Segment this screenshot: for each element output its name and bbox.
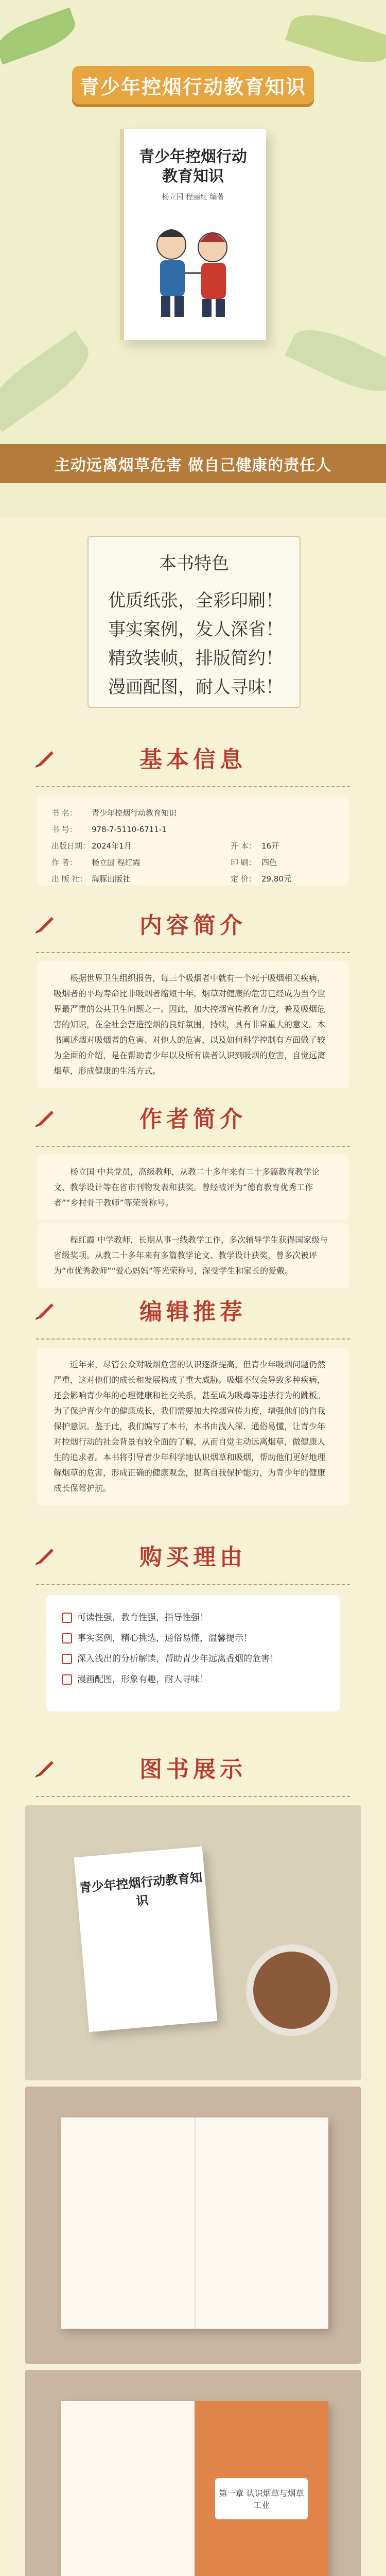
section-title: 编辑推荐 [139, 1299, 247, 1325]
buy-reason [62, 1649, 324, 1669]
editor-section [0, 1281, 386, 1526]
author-bio-2: 程红霞 中学教师，长期从事一线教学工作，多次辅导学生获得国家级与省级奖项。从教二十多年来有多篇教学论文、教学设计获奖，曾多次被评为“市优秀教师”“爱心妈妈”等光荣称号，深受学生和家长的爱戴。 [37, 1223, 349, 1288]
info-row [51, 805, 335, 821]
info-key: 出 版 社： [51, 874, 87, 884]
basic-info-section [0, 728, 386, 894]
info-row [51, 854, 335, 871]
info-key: 开 本： [231, 841, 256, 851]
checkbox-icon [62, 1674, 72, 1685]
section-header [0, 728, 386, 786]
gallery-image [25, 1805, 361, 2080]
info-value: 杨立国 程红霞 [92, 858, 141, 867]
authors-section [0, 1088, 386, 1281]
pencil-icon [32, 1544, 57, 1568]
pencil-icon [32, 1106, 57, 1130]
leaf-decoration [0, 330, 99, 432]
summary-section [0, 894, 386, 1088]
author-bio-1: 杨立国 中共党员，高级教师，从教二十多年来有二十多篇教育教学论文、教学设计等在省市刊物发表和获奖。曾经被评为“德育教育优秀工作者”“乡村骨干教师”等荣誉称号。 [37, 1155, 349, 1220]
divider [36, 1796, 350, 1798]
buy-reason [62, 1607, 324, 1628]
info-key: 印 刷： [231, 858, 256, 867]
book-photo [74, 1846, 218, 2032]
pencil-icon [32, 746, 57, 771]
buy-reason [62, 1628, 324, 1649]
divider [36, 1146, 350, 1148]
book-cover-title: 青少年控烟行动 教育知识 [139, 148, 247, 185]
book-cover-author: 杨立国 程丽红 编著 [162, 193, 224, 201]
info-value: 2024年1月 [92, 841, 132, 851]
gallery-image [25, 2087, 361, 2364]
section-header [0, 1088, 386, 1146]
section-header [0, 894, 386, 952]
section-header [0, 1281, 386, 1338]
buy-reason-text: 深入浅出的分析解读，帮助青少年远离香烟的危害！ [77, 1654, 278, 1664]
buy-reason-text: 可读性强，教育性强，指导性强！ [77, 1613, 208, 1623]
feature-line: 优质纸张，全彩印刷！ [108, 590, 283, 611]
section-title: 基本信息 [139, 747, 247, 773]
section-title: 购买理由 [139, 1544, 247, 1570]
info-row [51, 838, 335, 854]
leaf-decoration [0, 7, 80, 64]
buy-reason [62, 1669, 324, 1690]
leaf-decoration [285, 318, 386, 403]
checkbox-icon [62, 1613, 72, 1623]
gallery-section [0, 1738, 386, 2576]
cover-illustration [141, 216, 249, 325]
section-title: 内容简介 [139, 912, 247, 939]
info-value: 16开 [261, 841, 279, 851]
section-title: 图书展示 [139, 1756, 247, 1783]
features-title: 本书特色 [159, 553, 229, 574]
editor-text: 近年来，尽管公众对吸烟危害的认识逐渐提高，但青少年吸烟问题仍然严重，这对他们的成长和发展构成了重大威胁。吸烟不仅会导致多种疾病，还会影响青少年的心理健康和社交关系，甚至成为吸毒等违法行为的跳板。为了保护青少年的健康成长，我们需要加大控烟宣传力度，增强他们的自我保护意识。鉴于此，我们编写了本书，本书由浅入深、通俗易懂，让青少年对控烟行动的社会背景有较全面的了解，从而自觉主动远离烟草，做健康人生的追求者。本书将引导青少年科学地认识烟草和吸烟，帮助他们更好地理解烟草的危害，形成正确的健康观念，提高自我保护能力，为青少年的健康成长保驾护航。 [37, 1348, 349, 1505]
divider [36, 952, 350, 954]
divider [36, 786, 350, 788]
features-section [0, 517, 386, 728]
gallery-image [25, 2370, 361, 2576]
book-spread-photo [61, 2401, 328, 2576]
coffee-cup [246, 1944, 338, 2036]
features-box [87, 536, 301, 708]
info-value: 978-7-5110-6711-1 [92, 825, 167, 834]
info-row [51, 821, 335, 838]
info-table [37, 795, 349, 885]
info-key: 出版日期： [51, 841, 91, 851]
info-key: 书 号： [51, 825, 77, 834]
divider [36, 1338, 350, 1341]
page-title: 青少年控烟行动教育知识 [72, 66, 314, 104]
buy-section [0, 1526, 386, 1738]
book-spread-photo [61, 2117, 328, 2329]
section-title: 作者简介 [139, 1106, 247, 1132]
buy-reason-text: 漫画配图，形象有趣，耐人寻味！ [77, 1674, 208, 1685]
section-header [0, 1526, 386, 1584]
info-value: 四色 [261, 858, 277, 867]
book-cover [120, 129, 266, 340]
summary-text: 根据世界卫生组织报告，每三个吸烟者中就有一个死于吸烟相关疾病，吸烟者的平均寿命比非吸烟者缩短十年。烟草对健康的危害已经成为当今世界最严重的公共卫生问题之一。因此，加大控烟宣传教育力度，普及吸烟危害的知识，在全社会营造控烟的良好氛围，持续，具有非常重大的意义。本书阐述烟对吸烟者的危害、对他人的危害，以及如何科学控制有方面做了较为全面的介绍，是在帮助青少年以及所有读者认识到吸烟的危害，自觉远离烟草，形成健康的生活方式。 [37, 961, 349, 1088]
info-row [51, 871, 335, 887]
book-photo-title: 青少年控烟行动教育知识 [78, 1870, 203, 1909]
section-header [0, 1738, 386, 1796]
leaf-decoration [285, 6, 386, 72]
info-value: 青少年控烟行动教育知识 [92, 808, 177, 818]
feature-line: 事实案例，发人深省！ [108, 619, 283, 640]
info-key: 定 价： [231, 874, 256, 884]
checkbox-icon [62, 1633, 72, 1643]
chapter-title: 第一章 认识烟草与烟草工业 [215, 2478, 308, 2519]
pencil-icon [32, 1298, 57, 1323]
checkbox-icon [62, 1654, 72, 1664]
info-key: 作 者： [51, 858, 77, 867]
buy-reason-text: 事实案例，精心挑选，通俗易懂，温馨提示！ [77, 1633, 252, 1643]
gallery-images [25, 1805, 361, 2576]
hero-header [0, 0, 386, 517]
divider [36, 1584, 350, 1586]
book-gutter [195, 2117, 196, 2329]
pencil-icon [32, 1756, 57, 1781]
slogan-banner: 主动远离烟草危害 做自己健康的责任人 [0, 444, 386, 483]
feature-line: 精致装帧，排版简约！ [108, 648, 283, 669]
info-value: 海豚出版社 [92, 874, 131, 884]
info-key: 书 名： [51, 808, 77, 818]
info-value: 29.80元 [261, 874, 291, 884]
buy-reasons-box [46, 1595, 340, 1711]
feature-line: 漫画配图，耐人寻味！ [108, 677, 283, 698]
pencil-icon [32, 912, 57, 937]
